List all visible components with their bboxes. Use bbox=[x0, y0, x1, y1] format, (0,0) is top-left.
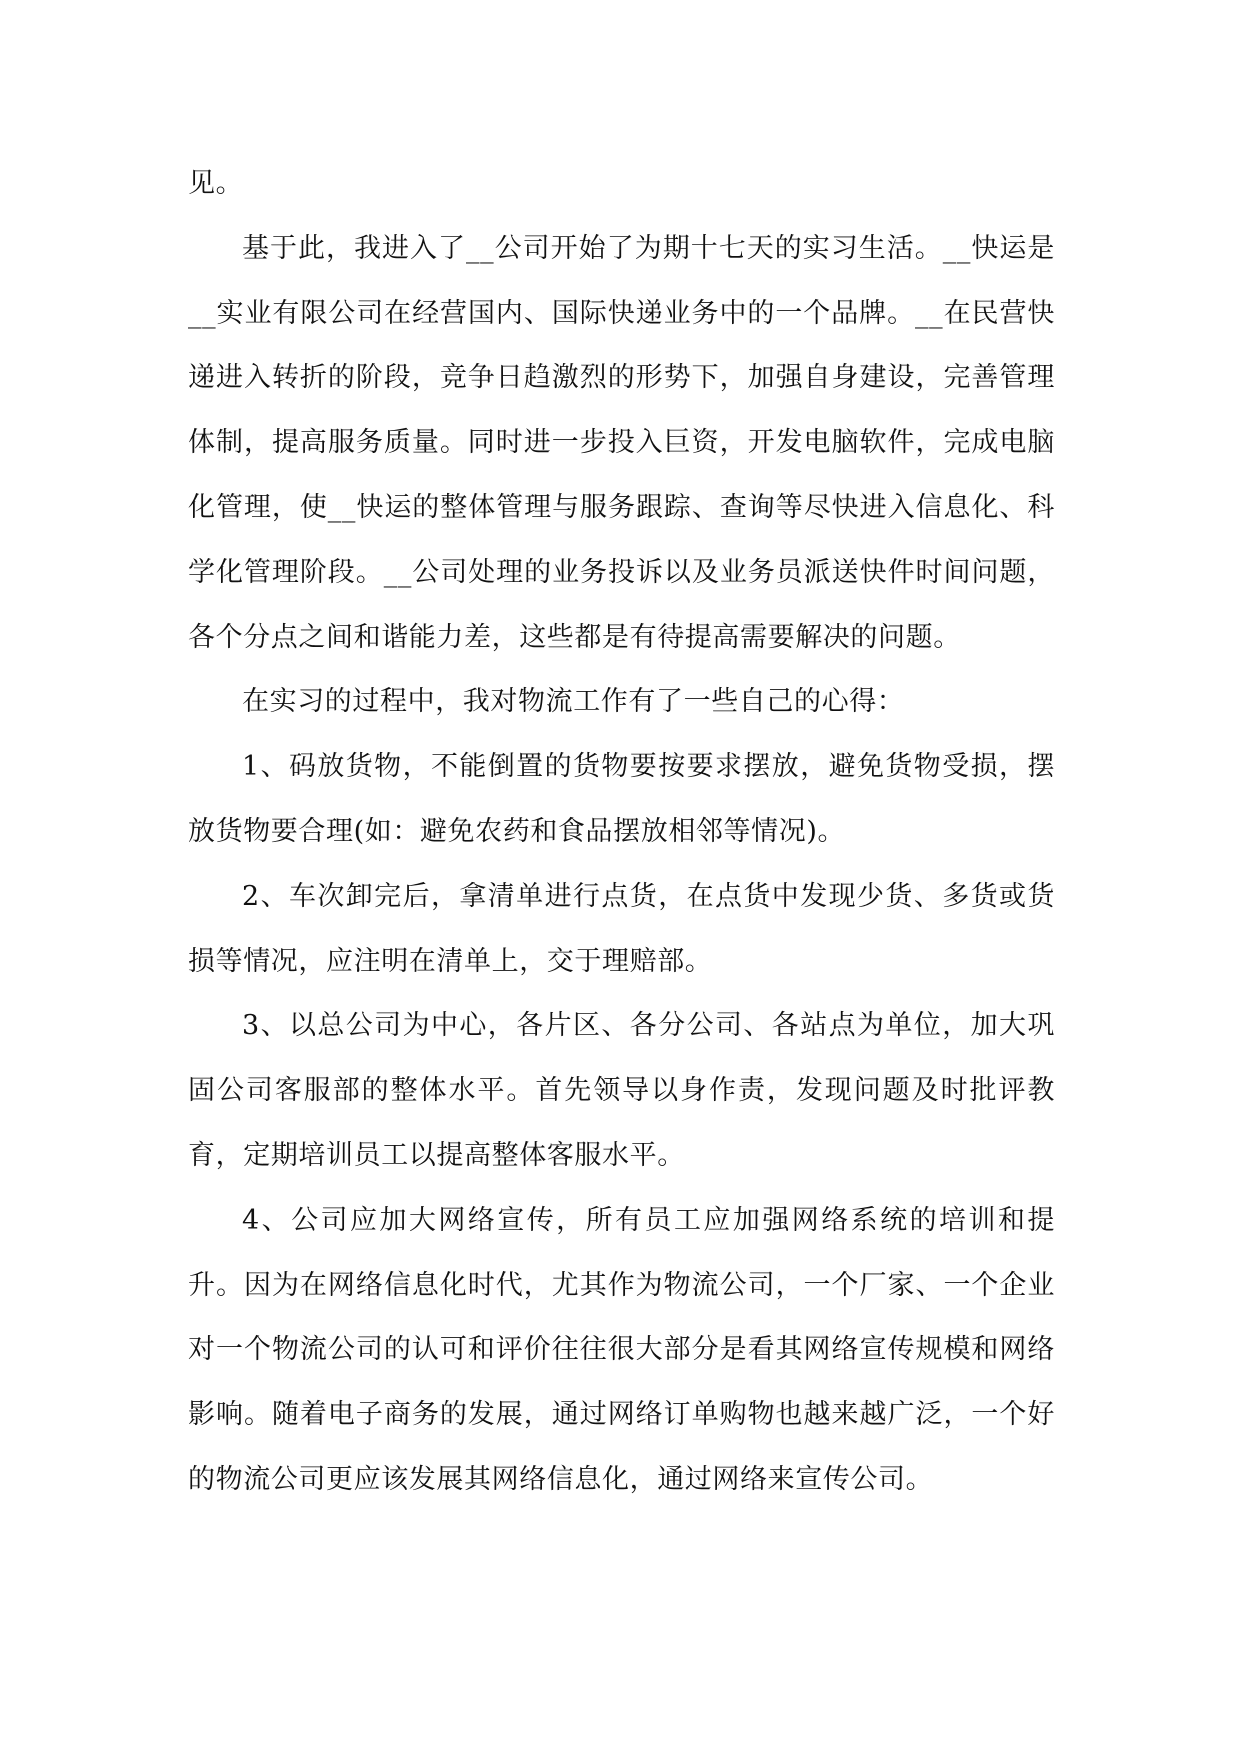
paragraph-insights-intro: 在实习的过程中，我对物流工作有了一些自己的心得： bbox=[242, 686, 905, 718]
paragraph-item-1: 1、码放货物，不能倒置的货物要按要求摆放，避免货物受损，摆放货物要合理(如：避免农药和食品摆放相邻等情况)。 bbox=[188, 751, 1055, 847]
paragraph-company-intro: 基于此，我进入了__公司开始了为期十七天的实习生活。__快运是__实业有限公司在经营国内、国际快递业务中的一个品牌。__在民营快递进入转折的阶段，竞争日趋激烈的形势下，加强自身建设，完善管理体制，提高服务质量。同时进一步投入巨资，开发电脑软件，完成电脑化管理，使__快运的整体管理与服务跟踪、查询等尽快进入信息化、科学化管理阶段。__公司处理的业务投诉以及业务员派送快件时间问题，各个分点之间和谐能力差，这些都是有待提高需要解决的问题。 bbox=[188, 232, 1055, 653]
paragraph-item-2: 2、车次卸完后，拿清单进行点货，在点货中发现少货、多货或货损等情况，应注明在清单上，交于理赔部。 bbox=[188, 880, 1055, 977]
paragraph-item-4: 4、公司应加大网络宣传，所有员工应加强网络系统的培训和提升。因为在网络信息化时代，尤其作为物流公司，一个厂家、一个企业对一个物流公司的认可和评价往往很大部分是看其网络宣传规模和网络影响。随着电子商务的发展，通过网络订单购物也越来越广泛，一个好的物流公司更应该发展其网络信息化，通过网络来宣传公司。 bbox=[188, 1204, 1055, 1495]
paragraph-continuation: 见。 bbox=[188, 168, 244, 199]
document-body bbox=[188, 152, 1055, 1513]
paragraph-item-3: 3、以总公司为中心，各片区、各分公司、各站点为单位，加大巩固公司客服部的整体水平。首先领导以身作责，发现问题及时批评教育，定期培训员工以提高整体客服水平。 bbox=[188, 1010, 1055, 1171]
